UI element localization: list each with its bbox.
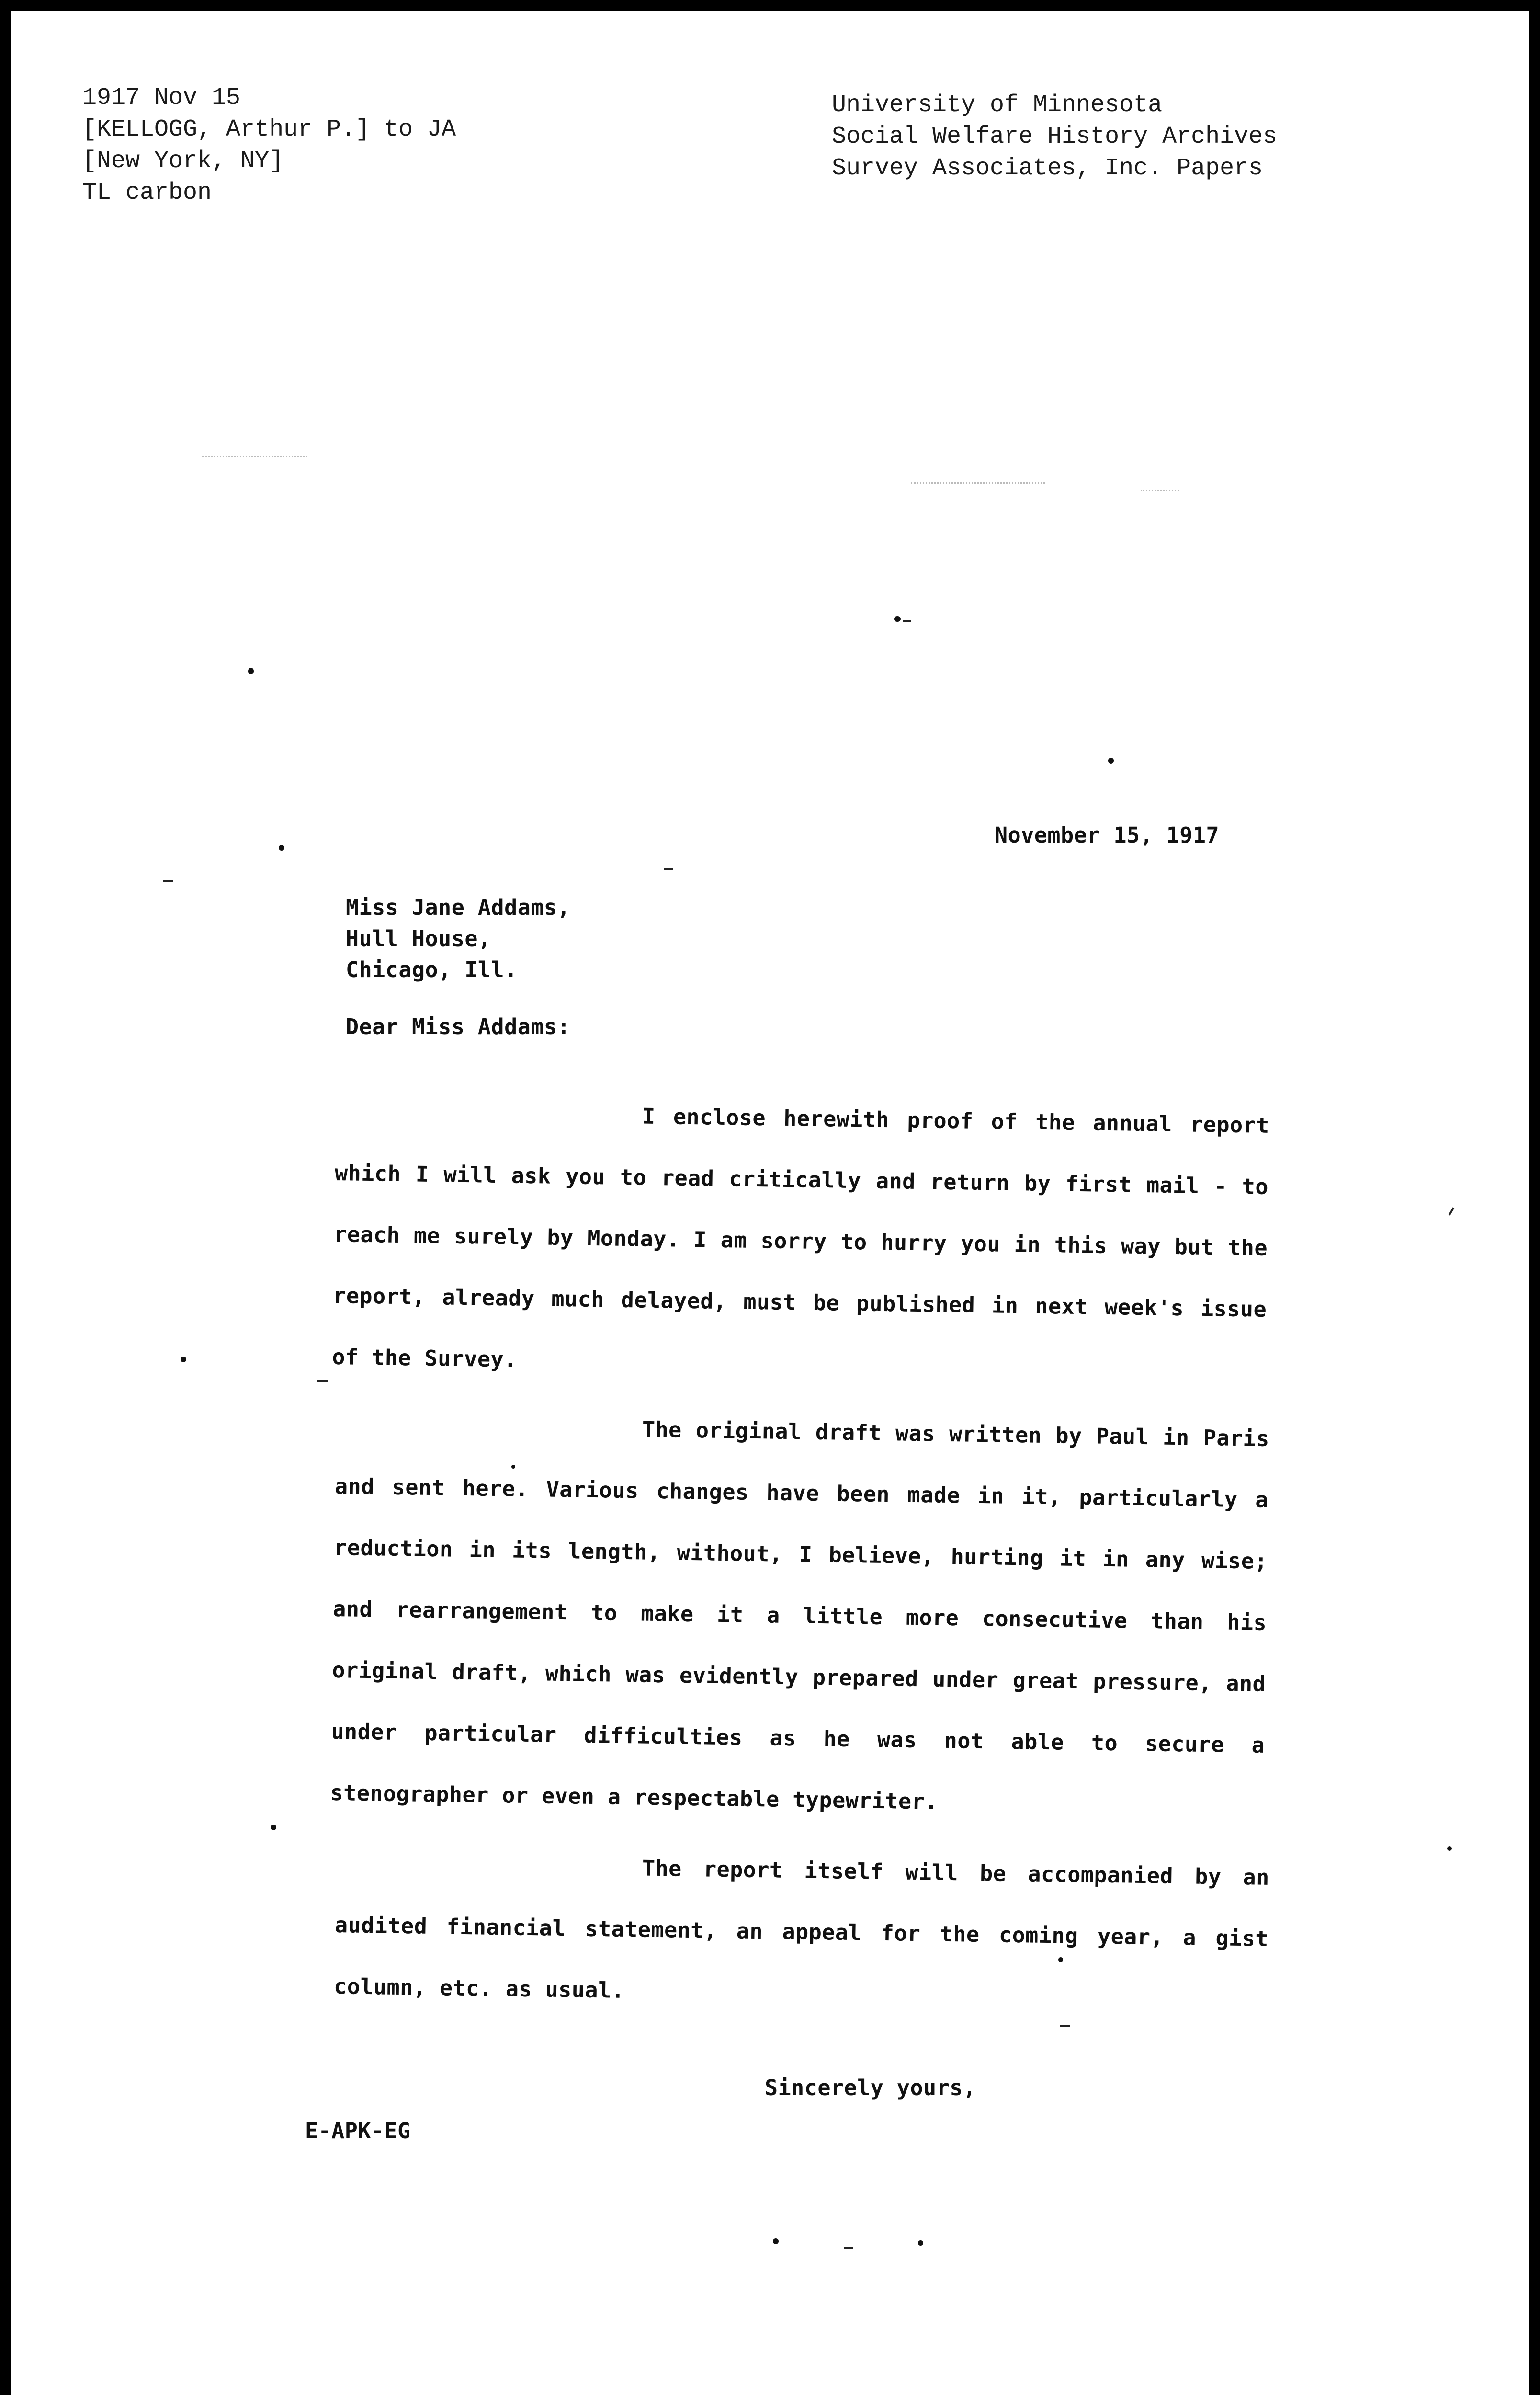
letter-body: [330, 1081, 1270, 2017]
stray-mark: [844, 2247, 853, 2249]
archive-citation-line: [New York, NY]: [82, 148, 284, 175]
body-paragraph: The original draft was written by Paul in Paris and sent here. Various changes have been made in it, particularly a reduction in its length, without, I believe, hurting it in any wise; and rearrangement to make it a little more consecutive than his original draft, which was evidently prepared under great pressure, and under particular difficulties as he was not able to secure a stenographer or even a respectable typewriter.: [330, 1416, 1270, 1814]
recipient-address: [346, 892, 570, 985]
stray-mark: [1060, 2025, 1070, 2027]
ink-speck: [1108, 758, 1114, 764]
stray-mark: [1449, 1207, 1454, 1216]
ink-speck: [918, 2240, 923, 2246]
ink-speck: [1447, 1846, 1452, 1851]
archive-source: [832, 90, 1277, 184]
ink-speck: [511, 1465, 515, 1469]
faint-smudge: [202, 456, 307, 457]
recipient-name: Miss Jane Addams,: [346, 895, 571, 920]
archive-source-line: Survey Associates, Inc. Papers: [832, 155, 1263, 182]
stray-mark: [317, 1380, 328, 1382]
closing: Sincerely yours,: [765, 2075, 976, 2100]
body-paragraph: The report itself will be accompanied by an audited financial statement, an appeal for the coming year, a gist column, etc. as usual.: [333, 1855, 1270, 2003]
ink-speck: [1058, 1957, 1063, 1962]
ink-speck: [181, 1357, 186, 1362]
letter-date: November 15, 1917: [995, 822, 1220, 848]
ink-speck: [773, 2238, 779, 2244]
ink-speck: [271, 1825, 276, 1830]
archive-source-line: Social Welfare History Archives: [832, 123, 1278, 150]
recipient-city: Chicago, Ill.: [346, 957, 518, 982]
faint-smudge: [911, 482, 1045, 484]
stray-mark: [903, 620, 911, 622]
ink-speck: [248, 668, 254, 674]
ink-speck: [894, 616, 901, 622]
letter-page: [11, 11, 1529, 2395]
recipient-house: Hull House,: [346, 926, 491, 951]
stray-mark: [163, 880, 173, 882]
archive-citation-line: [KELLOGG, Arthur P.] to JA: [82, 116, 456, 143]
stray-mark: [664, 868, 673, 870]
archive-citation-line: TL carbon: [82, 179, 212, 206]
faint-smudge: [1141, 490, 1179, 491]
archive-source-line: University of Minnesota: [832, 91, 1163, 119]
archive-citation-line: 1917 Nov 15: [82, 84, 241, 112]
salutation: Dear Miss Addams:: [346, 1014, 571, 1039]
ink-speck: [279, 845, 284, 851]
reference-initials: E-APK-EG: [305, 2118, 411, 2144]
body-paragraph: I enclose herewith proof of the annual report which I will ask you to read critically and return by first mail - to reach me surely by Monday. I am sorry to hurry you in this way but the report, already much delayed, must be published in next week's issue of the Survey.: [332, 1103, 1270, 1372]
archive-citation: [82, 82, 456, 209]
